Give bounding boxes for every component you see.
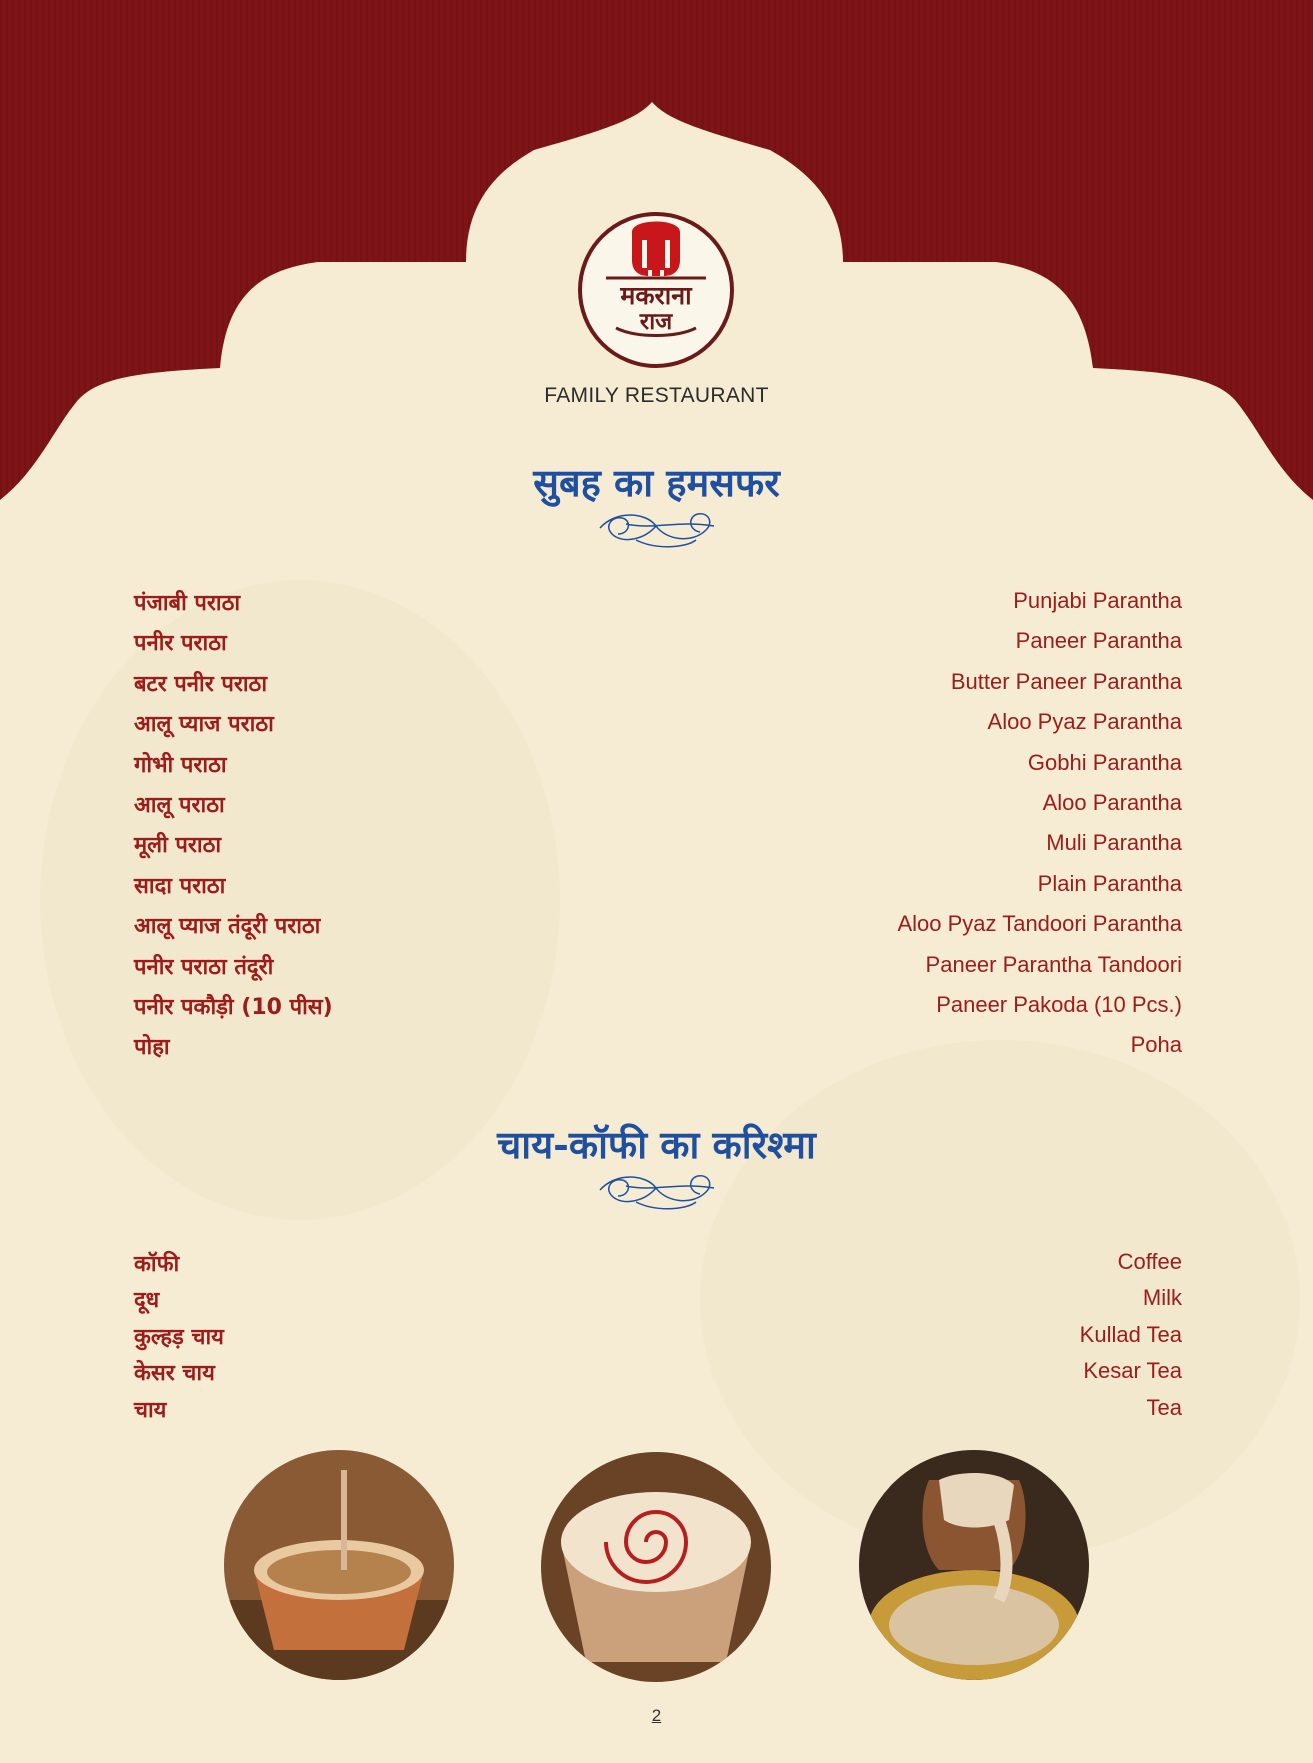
item-name-english: Kesar Tea: [1083, 1358, 1182, 1384]
menu-item: [134, 1321, 1182, 1357]
menu-item: [134, 870, 1182, 910]
item-name-english: Plain Parantha: [1037, 870, 1182, 896]
item-name-hindi: आलू प्याज तंदूरी पराठा: [134, 914, 321, 940]
section-title-tea-coffee: चाय-कॉफी का करिश्मा: [497, 1122, 816, 1167]
page-number: 2: [651, 1706, 662, 1725]
item-name-hindi: आलू प्याज पराठा: [134, 712, 274, 738]
flourish-ornament-icon: [596, 1162, 718, 1216]
item-name-hindi: सादा पराठा: [134, 873, 226, 899]
item-name-english: Gobhi Parantha: [1027, 749, 1182, 775]
item-name-english: Coffee: [1117, 1249, 1182, 1274]
restaurant-logo: [576, 210, 736, 370]
breakfast-menu-list: [134, 587, 1182, 1072]
item-name-hindi: मूली पराठा: [134, 833, 222, 859]
item-name-english: Paneer Parantha: [1015, 628, 1182, 654]
pouring-tea-photo: [859, 1450, 1089, 1680]
item-name-hindi: बटर पनीर पराठा: [134, 671, 268, 697]
item-name-english: Paneer Pakoda (10 Pcs.): [936, 991, 1182, 1017]
menu-item: [134, 627, 1182, 667]
item-name-english: Aloo Pyaz Tandoori Parantha: [897, 911, 1182, 937]
tea-coffee-menu-list: [134, 1248, 1182, 1430]
menu-item: [134, 1248, 1182, 1284]
menu-item: [134, 910, 1182, 950]
item-name-english: Aloo Pyaz Parantha: [987, 709, 1182, 735]
menu-item: [134, 668, 1182, 708]
flourish-ornament-icon: [596, 500, 718, 554]
item-name-english: Milk: [1142, 1285, 1182, 1311]
menu-item: [134, 587, 1182, 627]
item-name-hindi: चाय: [134, 1397, 167, 1423]
item-name-hindi: पनीर पराठा तंदूरी: [134, 954, 274, 980]
item-name-hindi: कुल्हड़ चाय: [134, 1324, 224, 1350]
logo-text-line1: मकराना: [620, 281, 692, 310]
menu-item: [134, 1284, 1182, 1320]
menu-item: [134, 1357, 1182, 1393]
section-title-breakfast: सुबह का हमसफर: [533, 460, 780, 505]
menu-item: [134, 1031, 1182, 1071]
menu-item: [134, 991, 1182, 1031]
item-name-hindi: पनीर पराठा: [134, 631, 227, 657]
logo-text-line2: राज: [639, 309, 673, 335]
item-name-english: Muli Parantha: [1046, 830, 1182, 856]
kulhad-coffee-photo: [541, 1452, 771, 1682]
menu-item: [134, 951, 1182, 991]
item-name-hindi: केसर चाय: [134, 1361, 215, 1387]
menu-item: [134, 1394, 1182, 1430]
item-name-hindi: आलू पराठा: [134, 792, 225, 818]
brand-subtitle: FAMILY RESTAURANT: [544, 384, 769, 407]
item-name-hindi: पंजाबी पराठा: [134, 591, 241, 616]
menu-item: [134, 749, 1182, 789]
item-name-english: Punjabi Parantha: [1013, 588, 1182, 613]
item-name-english: Poha: [1130, 1032, 1182, 1058]
menu-item: [134, 708, 1182, 748]
kulhad-tea-photo: [224, 1450, 454, 1680]
item-name-english: Aloo Parantha: [1042, 789, 1182, 815]
item-name-hindi: पोहा: [134, 1035, 170, 1061]
item-name-hindi: गोभी पराठा: [134, 752, 227, 778]
item-name-english: Kullad Tea: [1079, 1321, 1182, 1347]
menu-item: [134, 789, 1182, 829]
item-name-hindi: दूध: [134, 1288, 160, 1314]
item-name-english: Tea: [1146, 1394, 1182, 1420]
menu-item: [134, 829, 1182, 869]
item-name-english: Paneer Parantha Tandoori: [925, 951, 1182, 977]
item-name-english: Butter Paneer Parantha: [950, 668, 1182, 694]
item-name-hindi: कॉफी: [134, 1252, 180, 1277]
item-name-hindi: पनीर पकौड़ी (10 पीस): [134, 994, 333, 1020]
